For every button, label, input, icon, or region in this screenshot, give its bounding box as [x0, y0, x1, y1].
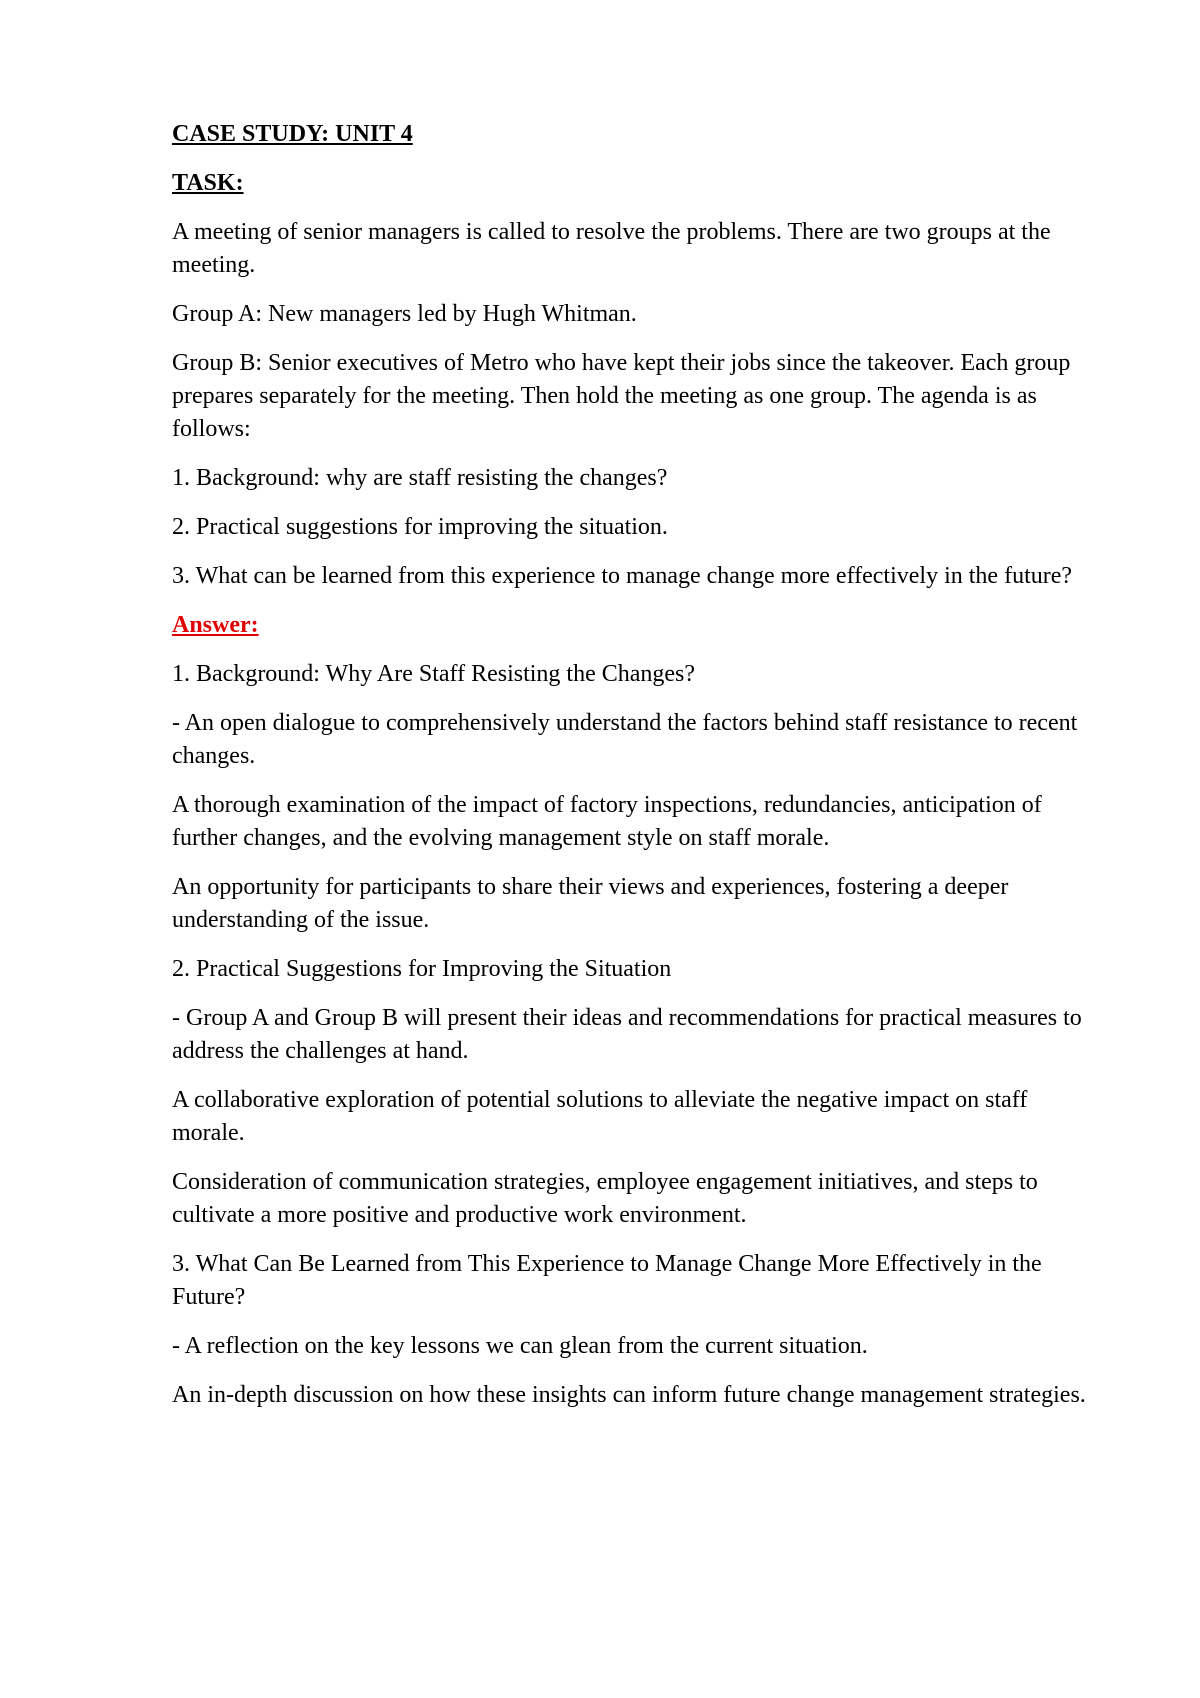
answer-paragraph: A thorough examination of the impact of factory inspections, redundancies, anticipation of further changes, and the evolving management style on staff morale.: [172, 792, 1042, 851]
answer-paragraph: An in-depth discussion on how these insights can inform future change management strategies.: [172, 1382, 1086, 1408]
task-paragraph: 2. Practical suggestions for improving the situation.: [172, 514, 668, 540]
answer-paragraph: 3. What Can Be Learned from This Experience to Manage Change More Effectively in the Future?: [172, 1251, 1042, 1310]
document-title: CASE STUDY: UNIT 4: [172, 121, 413, 147]
answer-label: Answer:: [172, 612, 259, 638]
task-paragraph: 1. Background: why are staff resisting the changes?: [172, 465, 668, 491]
answer-paragraph: 2. Practical Suggestions for Improving the Situation: [172, 956, 672, 982]
answer-paragraph: A collaborative exploration of potential solutions to alleviate the negative impact on staff morale.: [172, 1087, 1028, 1146]
task-paragraph: Group B: Senior executives of Metro who have kept their jobs since the takeover. Each group prepares separately for the meeting. Then hold the meeting as one group. The agenda is as follows:: [172, 350, 1071, 442]
answer-paragraph: 1. Background: Why Are Staff Resisting the Changes?: [172, 661, 696, 687]
document-page: [172, 118, 1092, 1428]
answer-paragraph: - An open dialogue to comprehensively understand the factors behind staff resistance to recent changes.: [172, 710, 1078, 769]
task-paragraph: 3. What can be learned from this experience to manage change more effectively in the future?: [172, 563, 1073, 589]
task-paragraph: Group A: New managers led by Hugh Whitman.: [172, 301, 637, 327]
answer-paragraph: - A reflection on the key lessons we can glean from the current situation.: [172, 1333, 868, 1359]
answer-paragraph: - Group A and Group B will present their ideas and recommendations for practical measures to address the challenges at hand.: [172, 1005, 1082, 1064]
answer-paragraph: Consideration of communication strategies, employee engagement initiatives, and steps to cultivate a more positive and productive work environment.: [172, 1169, 1038, 1228]
task-paragraph: A meeting of senior managers is called to resolve the problems. There are two groups at the meeting.: [172, 219, 1051, 278]
answer-paragraph: An opportunity for participants to share their views and experiences, fostering a deeper understanding of the issue.: [172, 874, 1009, 933]
task-label: TASK:: [172, 170, 244, 196]
